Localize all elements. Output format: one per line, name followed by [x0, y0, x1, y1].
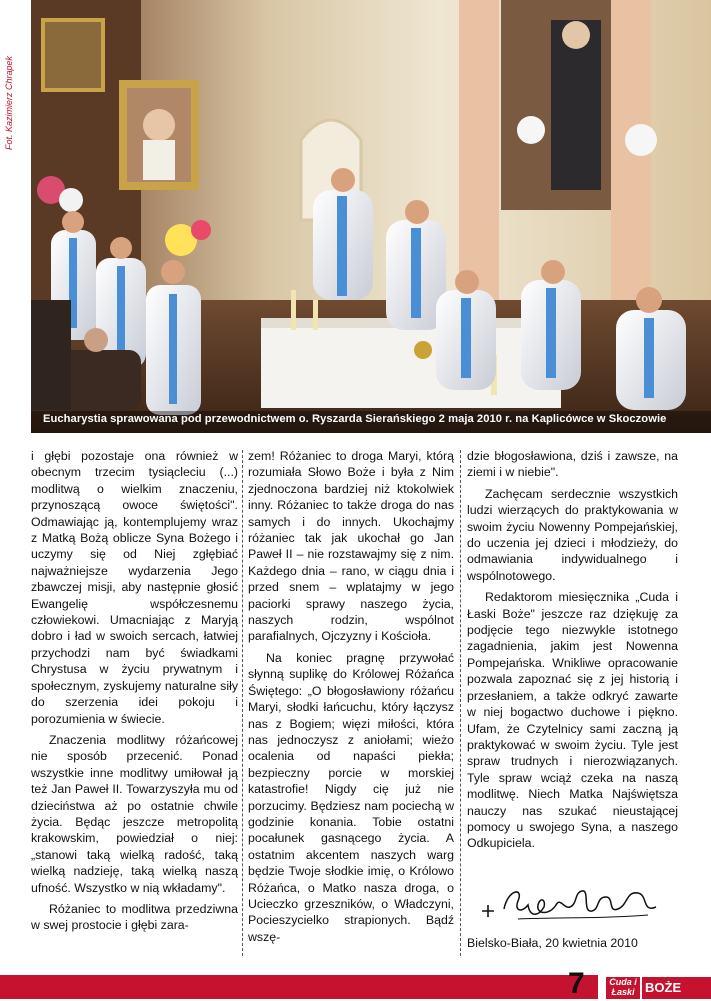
- magazine-logo: [606, 977, 711, 999]
- paragraph: Zachęcam serdecznie wszystkich ludzi wierzących do praktykowania w swoim życiu Nowenny Pompejańskiej, do uczenia jej dzieci i młodzieży, do odmawiania indywidualnego i wspólnotowego.: [467, 486, 678, 583]
- paragraph: i głębi pozostaje ona również w obecnym trzecim tysiącleciu (...) modlitwą o wielkim znaczeniu, przynoszącą owoce świętości". Odmawiając ją, kontemplujemy wraz z Matką Bożą oblicze Syna Bożego i uczymy się od Niej zgłębiać najważniejsze wydarzenia Jego zbawczej misji, aby następnie głosić Ewangelię współczesnemu człowiekowi. Umacniając z Maryją dobro i ład w swoich sercach, łatwiej przychodzi nam być świadkami Chrystusa w życiu prywatnym i społecznym, zyskujemy naturalne siły do szerzenia idei pokoju i porozumienia w świecie.: [31, 449, 238, 726]
- column-divider: [242, 450, 243, 956]
- paragraph: zem! Różaniec to droga Maryi, którą rozumiała Słowo Boże i była z Nim zjednoczona bardziej niż ktokolwiek inny. Różaniec to także droga do nas samych i do innych. Ukochajmy różaniec tak jak ukochał go Jan Paweł II – nie rozstawajmy się z nim. Każdego dnia – rano, w ciągu dnia i przed snem – wplatajmy w jego paciorki sprawy naszego życia, naszych rodzin, wspólnot parafialnych, Ojczyzny i Kościoła.: [248, 449, 454, 644]
- article-column-3: [467, 448, 678, 857]
- footer-bar: [0, 975, 598, 999]
- paragraph: Różaniec to modlitwa przedziwna w swej prostocie i głębi zara-: [31, 901, 238, 933]
- article-column-1: [31, 448, 238, 939]
- paragraph: Znaczenia modlitwy różańcowej nie sposób przecenić. Ponad wszystkie inne modlitwy umiłował ją też Jan Paweł II. Towarzyszyła mu od dzieciństwa aż po ostatnie chwile życia. Będąc jeszcze metropolitą krakowskim, powiedział o niej: „stanowi taką wielką radość, taką wielką nadzieję, taką wielką naszą ufność. Wszystko w nią wkładamy".: [31, 732, 238, 895]
- page-number: 7: [568, 967, 585, 1000]
- chapel-scene-illustration: [31, 0, 711, 433]
- eucharist-photo: [31, 0, 711, 433]
- photo-credit: Fot. Kazimierz Chrapek: [4, 55, 14, 150]
- paragraph: Redaktorom miesięcznika „Cuda i Łaski Boże" jeszcze raz dziękuję za podjęcie tego niezwykle istotnego zagadnienia, jakim jest Nowenna Pompejańska. Wnikliwe opracowanie pozwala zapoznać się z jej historią i przesłaniem, a także odkryć zawarte w niej bogactwo duchowe i piękno. Ufam, że Czytelnicy sami zaczną ją praktykować w swoim życiu. Tyle jest spraw trudnych i nierozwiązanych. Tyle spraw wciąż czeka na naszą modlitwę. Niech Matka Najświętsza nauczy nas szukać nieustającej pomocy u swojego Syna, a naszego Odkupiciela.: [467, 590, 678, 851]
- handwritten-signature: [478, 879, 668, 929]
- paragraph: dzie błogosławiona, dziś i zawsze, na ziemi i w niebie".: [467, 449, 678, 480]
- photo-caption: Eucharystia sprawowana pod przewodnictwem o. Ryszarda Sierańskiego 2 maja 2010 r. na Kaplicówce w Skoczowie: [43, 413, 667, 425]
- logo-main-text: BOŻE: [640, 977, 711, 999]
- logo-top-text: Cuda i Łaski: [606, 977, 640, 999]
- place-and-date: Bielsko-Biała, 20 kwietnia 2010: [467, 936, 638, 950]
- column-divider: [460, 450, 461, 956]
- paragraph: Na koniec pragnę przywołać słynną suplikę do Królowej Różańca Świętego: „O błogosławiony różańcu Maryi, słodki łańcuchu, który łączysz nas z Bogiem; więzi miłości, która nas jednoczysz z aniołami; wieżo ocalenia od napaści piekła; bezpieczny porcie w morskiej katastrofie! Nigdy cię już nie porzucimy. Będziesz nam pociechą w godzinie konania. Tobie ostatni pocałunek gasnącego życia. A ostatnim akcentem naszych warg będzie Twoje słodkie imię, o Królowo Różańca, o Matko nasza droga, o Ucieczko grzeszników, o Władczyni, Pocieszycielko strapionych. Bądź wszę-: [248, 650, 454, 944]
- article-column-2: [248, 448, 454, 950]
